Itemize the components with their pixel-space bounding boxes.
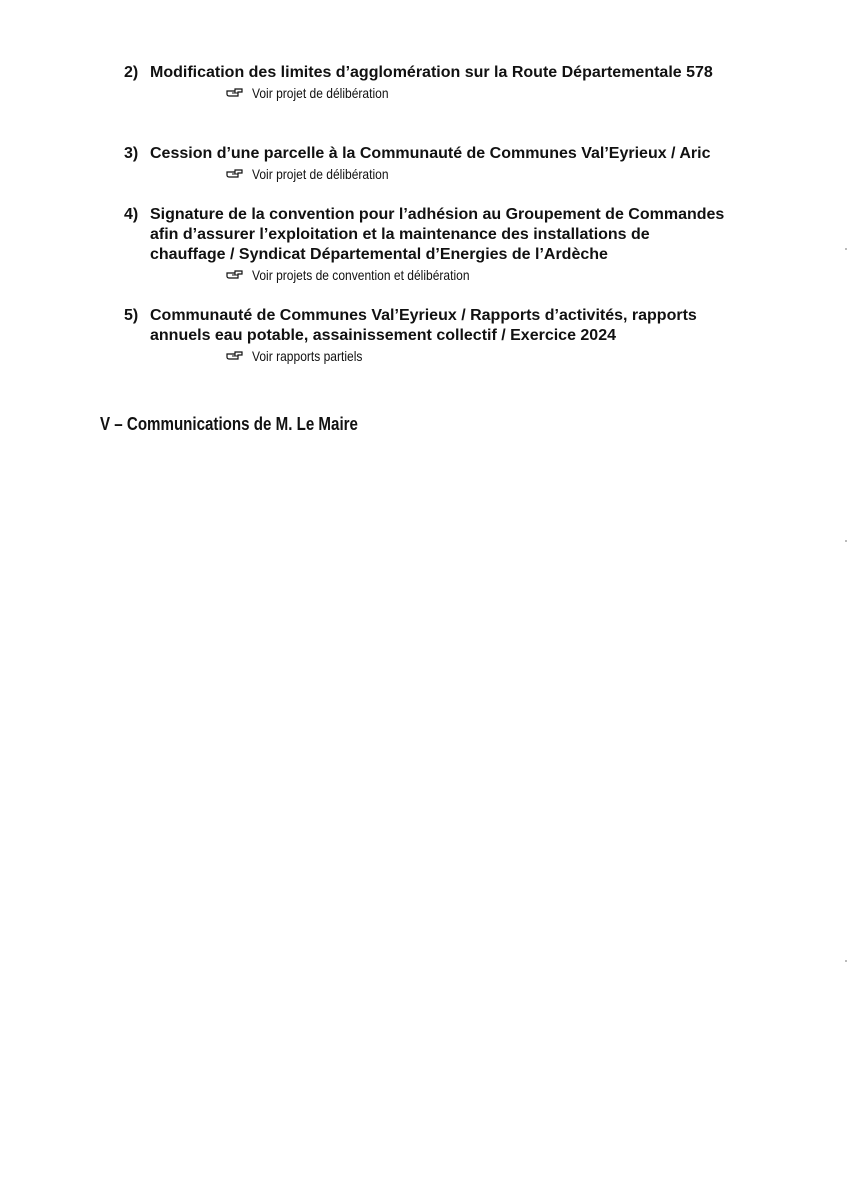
pointing-hand-icon — [226, 350, 244, 362]
reference-link-text: Voir rapports partiels — [252, 348, 363, 364]
scan-artifact — [845, 248, 847, 250]
agenda-item-heading — [124, 144, 784, 164]
agenda-item-title — [150, 205, 724, 265]
agenda-item-title — [150, 306, 697, 346]
agenda-item-number: 2) — [124, 64, 139, 81]
agenda-item-5 — [124, 306, 784, 366]
agenda-item-reference — [226, 164, 784, 184]
pointing-hand-icon — [226, 269, 244, 281]
scan-artifact — [845, 540, 847, 542]
agenda-item-title-line: Modification des limites d’agglomération sur la Route Départementale 578 — [150, 64, 713, 81]
agenda-item-title-line: chauffage / Syndicat Départemental d’Energies de l’Ardèche — [150, 246, 608, 263]
agenda-item-title-line: Signature de la convention pour l’adhésion au Groupement de Commandes — [150, 206, 725, 223]
agenda-item-reference — [226, 265, 784, 285]
agenda-item-title-line: afin d’assurer l’exploitation et la maintenance des installations de — [150, 226, 650, 243]
agenda-item-2 — [124, 63, 784, 103]
pointing-hand-icon — [226, 87, 244, 99]
section-heading: V – Communications de M. Le Maire — [100, 414, 358, 434]
agenda-item-3 — [124, 144, 784, 184]
agenda-item-title — [150, 63, 713, 83]
agenda-item-4 — [124, 205, 784, 285]
agenda-item-reference — [226, 83, 784, 103]
reference-link-text: Voir projets de convention et délibération — [252, 267, 470, 283]
agenda-item-title-line: Communauté de Communes Val’Eyrieux / Rapports d’activités, rapports — [150, 307, 697, 324]
agenda-item-title — [150, 144, 710, 164]
agenda-item-number: 3) — [124, 145, 139, 162]
agenda-item-heading — [124, 205, 784, 265]
agenda-item-reference — [226, 346, 784, 366]
agenda-item-title-line: annuels eau potable, assainissement collectif / Exercice 2024 — [150, 327, 616, 344]
reference-link-text: Voir projet de délibération — [252, 166, 389, 182]
reference-link-text: Voir projet de délibération — [252, 85, 389, 101]
agenda-item-title-line: Cession d’une parcelle à la Communauté de Communes Val’Eyrieux / Aric — [150, 145, 711, 162]
agenda-item-heading — [124, 63, 784, 83]
scan-artifact — [845, 960, 847, 962]
agenda-item-heading — [124, 306, 784, 346]
agenda-item-number: 5) — [124, 307, 139, 324]
agenda-item-number: 4) — [124, 206, 139, 223]
pointing-hand-icon — [226, 168, 244, 180]
